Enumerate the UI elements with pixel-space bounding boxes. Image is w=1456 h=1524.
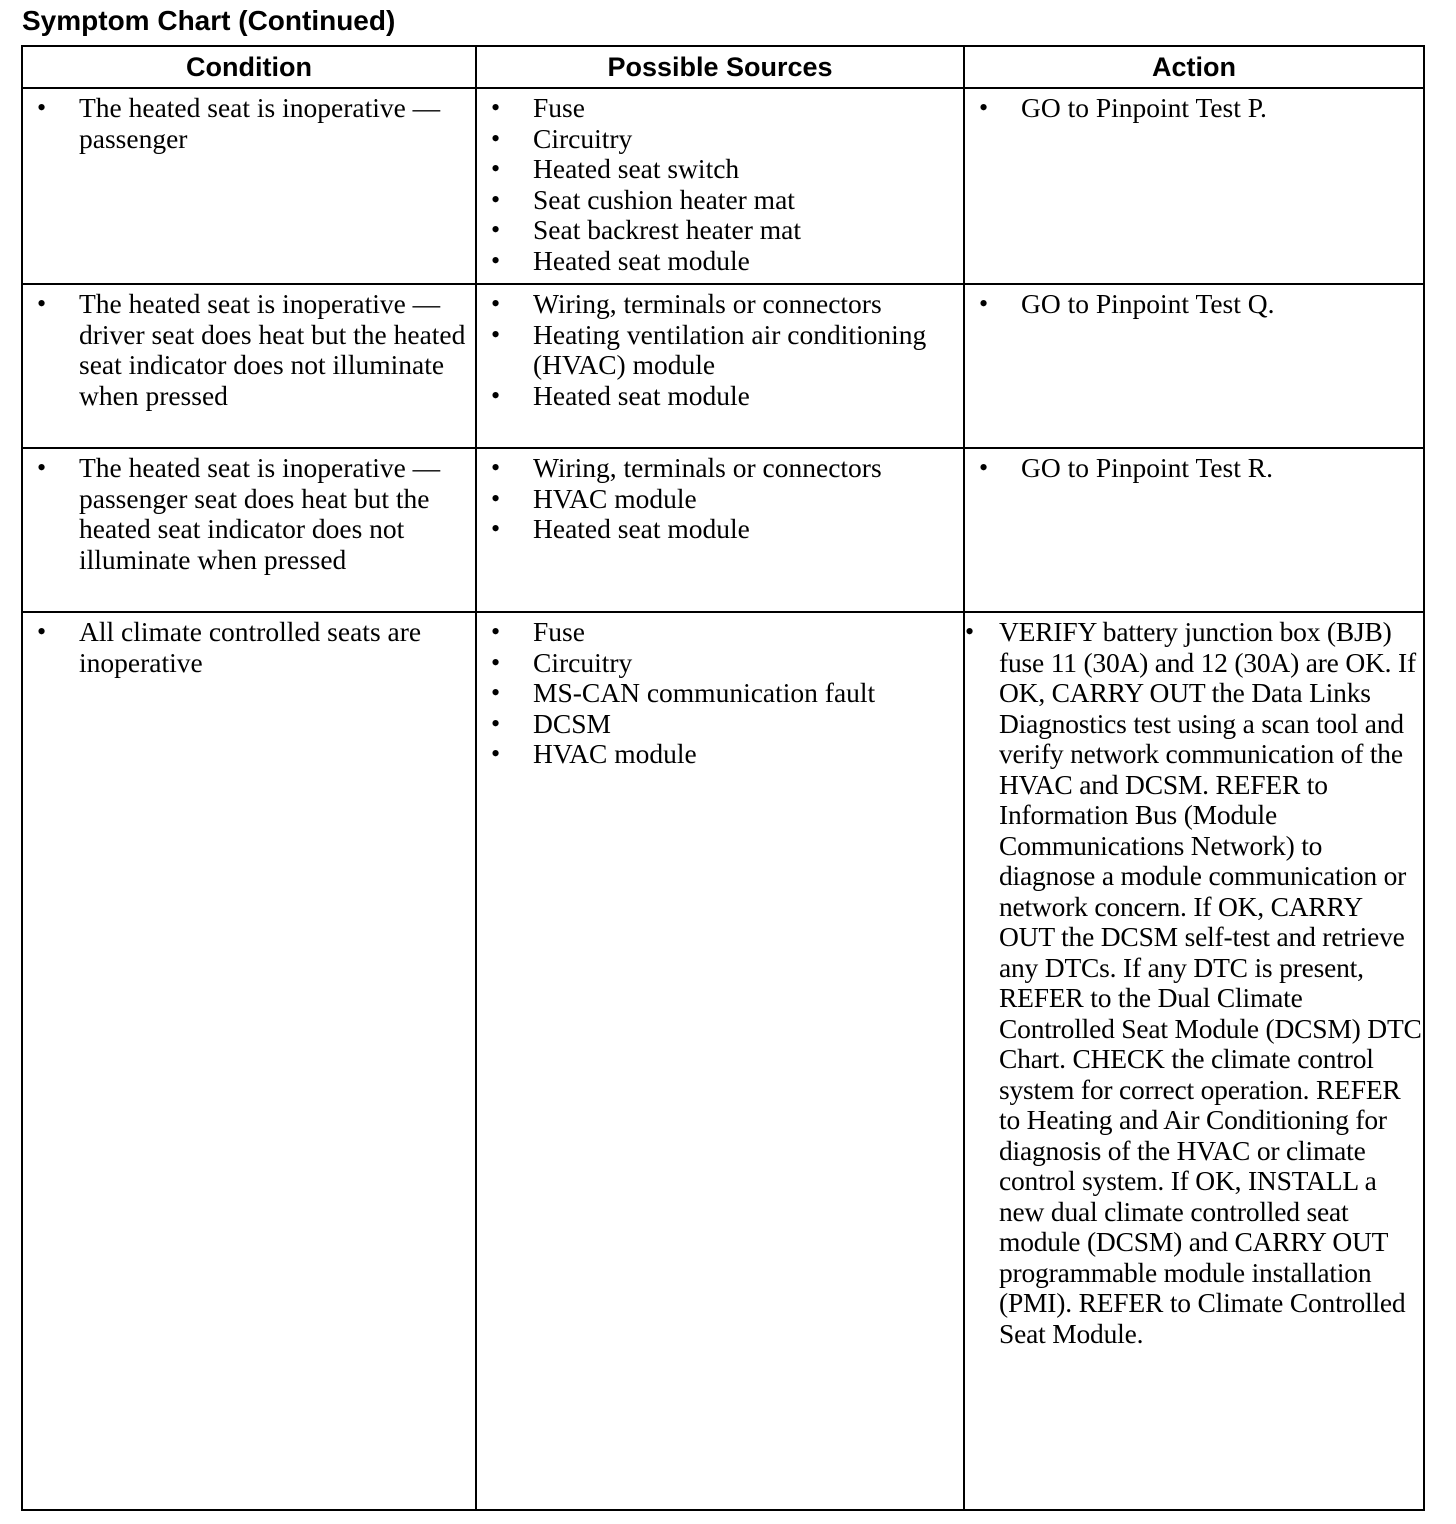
condition-cell [22,88,476,284]
source-item: • Circuitry [477,124,963,155]
action-item: • VERIFY battery junction box (BJB) fuse 11 (30A) and 12 (30A) are OK. If OK, CARRY OUT the Data Links Diagnostics test using a scan tool and verify network communication of the HVAC and DCSM. REFER to Information Bus (Module Communications Network) to diagnose a module communication or network concern. If OK, CARRY OUT the DCSM self-test and retrieve any DTCs. If any DTC is present, REFER to the Dual Climate Controlled Seat Module (DCSM) DTC Chart. CHECK the climate control system for correct operation. REFER to Heating and Air Conditioning for diagnosis of the HVAC or climate control system. If OK, INSTALL a new dual climate controlled seat module (DCSM) and CARRY OUT programmable module installation (PMI). REFER to Climate Controlled Seat Module. [965,617,1423,1349]
source-item: • Heated seat module [477,246,963,277]
symptom-chart-table [21,45,1425,1511]
source-item: • Fuse [477,93,963,124]
sources-cell [476,88,964,284]
header-row [22,46,1424,88]
source-item: • Fuse [477,617,963,648]
table-row [22,284,1424,448]
source-item: • Heated seat module [477,514,963,545]
source-item: • Seat cushion heater mat [477,185,963,216]
action-item: • GO to Pinpoint Test R. [965,453,1423,484]
action-item: • GO to Pinpoint Test P. [965,93,1423,124]
action-cell [964,88,1424,284]
sources-cell [476,284,964,448]
condition-cell [22,612,476,1510]
chart-title: Symptom Chart (Continued) [22,5,396,36]
action-item: • GO to Pinpoint Test Q. [965,289,1423,320]
source-item: • MS-CAN communication fault [477,678,963,709]
table-row [22,88,1424,284]
source-item: • Wiring, terminals or connectors [477,453,963,484]
action-cell [964,612,1424,1510]
condition-item: • The heated seat is inoperative — passenger [23,93,475,154]
table-row [22,448,1424,612]
source-item: • Heating ventilation air conditioning (HVAC) module [477,320,963,381]
action-cell [964,284,1424,448]
action-cell [964,448,1424,612]
condition-item: • All climate controlled seats are inoperative [23,617,475,678]
source-item: • HVAC module [477,484,963,515]
table-row [22,612,1424,1510]
source-item: • Wiring, terminals or connectors [477,289,963,320]
source-item: • Seat backrest heater mat [477,215,963,246]
sources-cell [476,448,964,612]
source-item: • Circuitry [477,648,963,679]
condition-item: • The heated seat is inoperative — driver seat does heat but the heated seat indicator does not illuminate when pressed [23,289,475,411]
sources-cell [476,612,964,1510]
source-item: • DCSM [477,709,963,740]
source-item: • Heated seat switch [477,154,963,185]
action-header: Action [964,46,1424,88]
condition-item: • The heated seat is inoperative — passenger seat does heat but the heated seat indicator does not illuminate when pressed [23,453,475,575]
condition-header: Condition [22,46,476,88]
source-item: • HVAC module [477,739,963,770]
source-item: • Heated seat module [477,381,963,412]
condition-cell [22,448,476,612]
condition-cell [22,284,476,448]
possible-sources-header: Possible Sources [476,46,964,88]
